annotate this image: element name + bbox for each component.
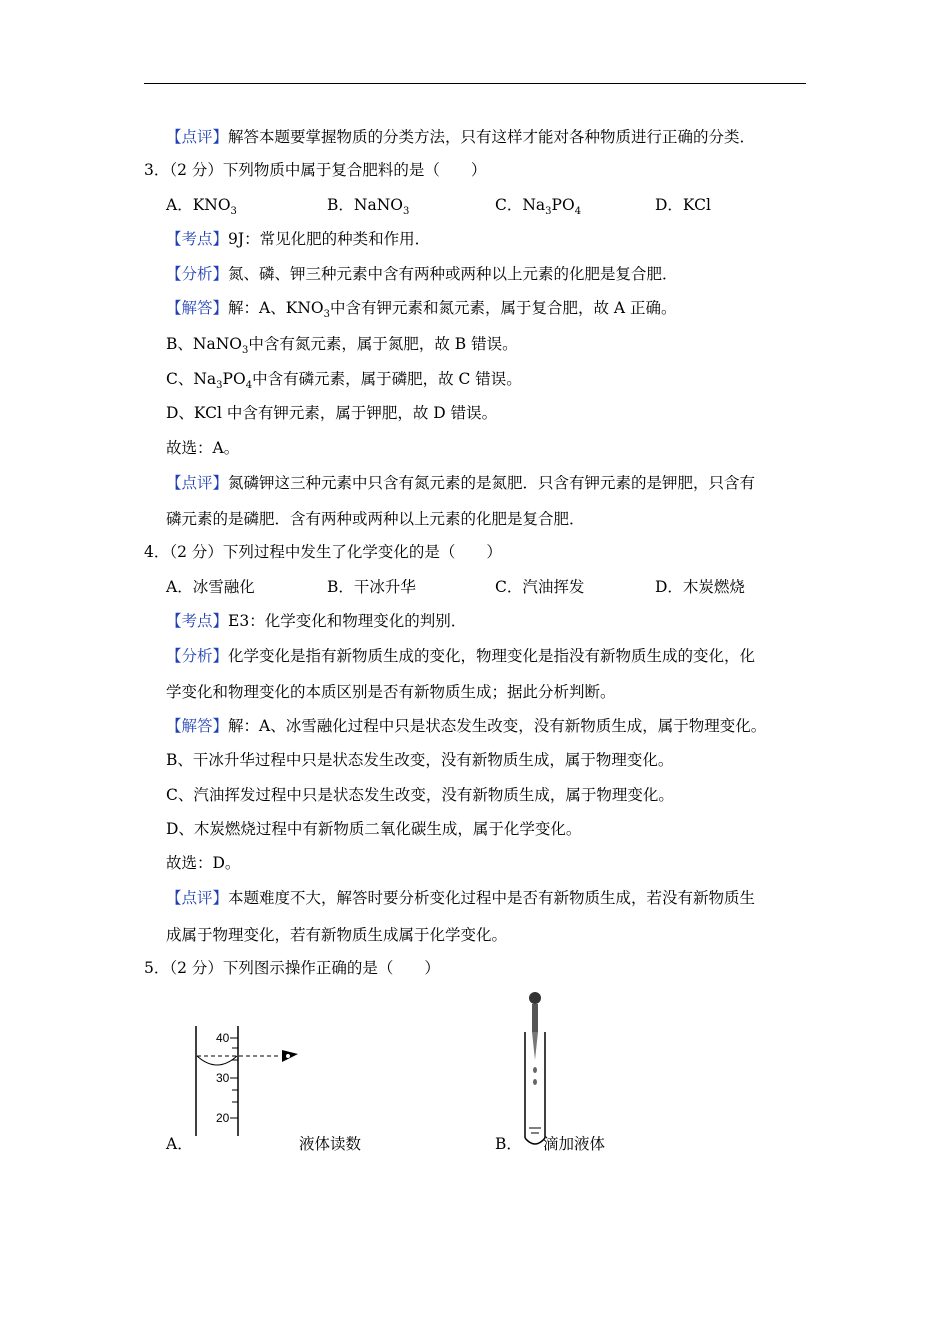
q4-answer-d: D、木炭燃烧过程中有新物质二氧化碳生成，属于化学变化。 — [166, 820, 582, 838]
q3-option-d[interactable]: D．KCl — [655, 196, 711, 214]
q4-stem: 4．（2 分）下列过程中发生了化学变化的是（ ） — [144, 543, 502, 561]
q3-answer-a: 【解答】解：A、$KNO_3$中含有钾元素和氮元素，属于复合肥，故 A 正确。 — [166, 299, 677, 321]
q5-option-b-caption: 滴加液体 — [543, 1135, 606, 1153]
q5-option-a-letter[interactable]: A． — [166, 1135, 193, 1153]
q4-option-c[interactable]: C．汽油挥发 — [495, 578, 585, 596]
tick-label-40: 40 — [216, 1031, 230, 1045]
header-rule — [144, 83, 806, 84]
tick-label-30: 30 — [216, 1071, 230, 1085]
review-tag: 【点评】 — [166, 128, 229, 146]
q3-answer-c: C、$Na_3PO_4$中含有磷元素，属于磷肥，故 C 错误。 — [166, 370, 522, 392]
q4-answer-a: 【解答】解：A、冰雪融化过程中只是状态发生改变，没有新物质生成，属于物理变化。 — [166, 717, 767, 735]
q4-review-1: 【点评】本题难度不大，解答时要分析变化过程中是否有新物质生成，若没有新物质生 — [166, 889, 756, 907]
q3-choice: 故选：A。 — [166, 439, 240, 457]
eye-icon — [282, 1050, 298, 1062]
q3-option-b[interactable]: B．NaNO$_3$ — [327, 196, 410, 218]
q4-review-2: 成属于物理变化，若有新物质生成属于化学变化。 — [166, 926, 508, 944]
q3-stem: 3．（2 分）下列物质中属于复合肥料的是（ ） — [144, 161, 487, 179]
q4-point: 【考点】E3：化学变化和物理变化的判别． — [166, 612, 467, 630]
q3-answer-d: D、KCl 中含有钾元素，属于钾肥，故 D 错误。 — [166, 404, 498, 422]
q3-option-a[interactable]: A．$KNO_3$ — [166, 196, 237, 218]
cylinder-reading-figure — [180, 1020, 310, 1140]
q4-answer-b: B、干冰升华过程中只是状态发生改变，没有新物质生成，属于物理变化。 — [166, 751, 674, 769]
q4-choice: 故选：D。 — [166, 854, 241, 872]
q2-review: 【点评】解答本题要掌握物质的分类方法，只有这样才能对各种物质进行正确的分类． — [166, 128, 756, 146]
q3-option-c[interactable]: C．$Na_3PO_4$ — [495, 196, 582, 218]
q5-stem: 5．（2 分）下列图示操作正确的是（ ） — [144, 959, 440, 977]
dropper-figure — [515, 988, 555, 1154]
drop — [533, 1067, 537, 1073]
meniscus — [197, 1056, 237, 1065]
tick-label-20: 20 — [216, 1111, 230, 1125]
q4-analysis-1: 【分析】化学变化是指有新物质生成的变化，物理变化是指没有新物质生成的变化，化 — [166, 647, 756, 665]
q3-review-2: 磷元素的是磷肥．含有两种或两种以上元素的化肥是复合肥． — [166, 510, 585, 528]
q4-option-d[interactable]: D．木炭燃烧 — [655, 578, 745, 596]
q4-option-b[interactable]: B．干冰升华 — [327, 578, 416, 596]
q5-option-a-caption: 液体读数 — [299, 1135, 362, 1153]
q3-answer-b: B、NaNO$_3$中含有氮元素，属于氮肥，故 B 错误。 — [166, 335, 518, 357]
q4-option-a[interactable]: A．冰雪融化 — [166, 578, 255, 596]
drop — [533, 1079, 537, 1085]
q3-review-1: 【点评】氮磷钾这三种元素中只含有氮元素的是氮肥．只含有钾元素的是钾肥，只含有 — [166, 474, 756, 492]
dropper-bulb — [529, 992, 541, 1004]
dropper-tip — [532, 1032, 538, 1060]
q4-answer-c: C、汽油挥发过程中只是状态发生改变，没有新物质生成，属于物理变化。 — [166, 786, 674, 804]
q4-analysis-2: 学变化和物理变化的本质区别是否有新物质生成；据此分析判断。 — [166, 683, 616, 701]
q3-point: 【考点】9J：常见化肥的种类和作用． — [166, 230, 431, 248]
q3-analysis: 【分析】氮、磷、钾三种元素中含有两种或两种以上元素的化肥是复合肥． — [166, 265, 678, 283]
q5-option-b-letter[interactable]: B． — [495, 1135, 522, 1153]
